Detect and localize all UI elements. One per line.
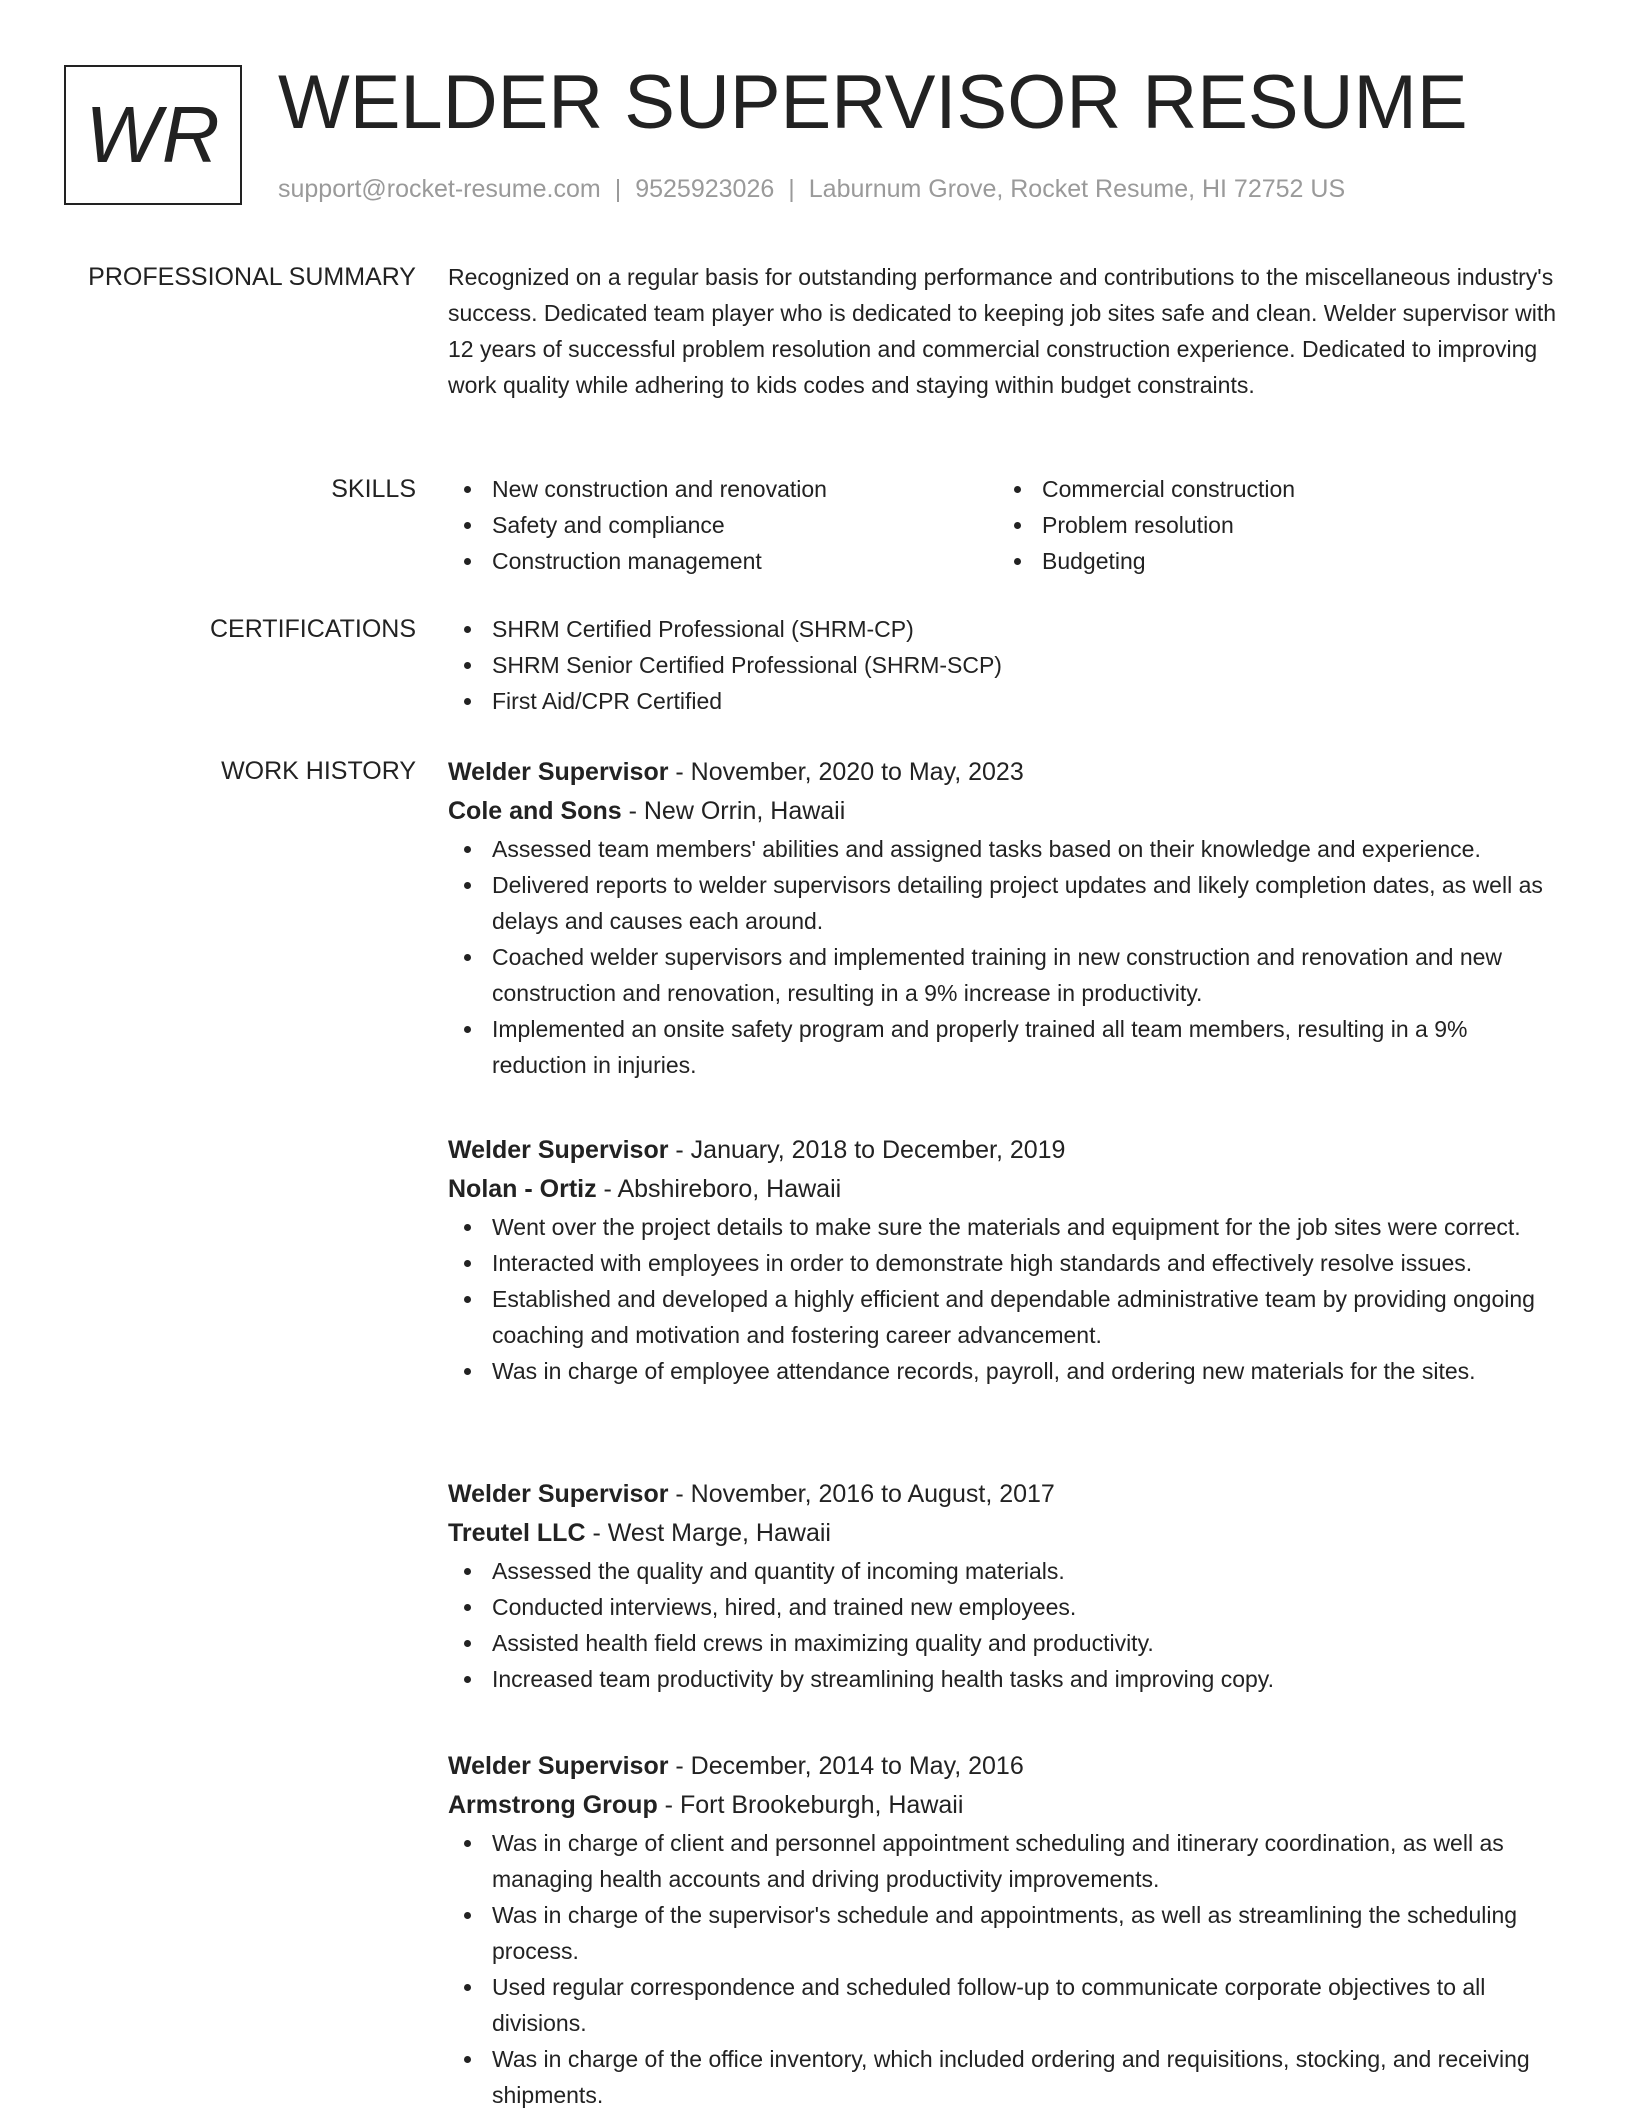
job-bullet: Was in charge of employee attendance records, payroll, and ordering new materials for the sites. [448,1353,1564,1389]
skill-item: New construction and renovation [448,471,998,507]
job-role-line: Welder Supervisor - November, 2016 to August, 2017 [448,1480,1055,1508]
job-location: New Orrin, Hawaii [643,797,846,825]
job-body [448,1475,1564,1697]
skills-list-right [998,471,1548,579]
certification-item: First Aid/CPR Certified [448,683,1564,719]
job-bullet: Interacted with employees in order to demonstrate high standards and effectively resolve issues. [448,1245,1564,1281]
job-dates: January, 2018 to December, 2019 [690,1136,1066,1164]
resume-header [64,60,1572,210]
summary-text: Recognized on a regular basis for outstanding performance and contributions to the miscellaneous industry's success. Dedicated team player who is dedicated to keeping job sites safe and clean. Welder supervisor with 12 years of successful problem resolution and commercial construction experience. Dedicated to improving work quality while adhering to kids codes and staying within budget constraints. [448,264,1556,398]
job-location: Fort Brookeburgh, Hawaii [679,1791,964,1819]
skill-item: Problem resolution [998,507,1548,543]
skill-item: Construction management [448,543,998,579]
job-bullet: Assessed the quality and quantity of incoming materials. [448,1553,1564,1589]
contact-separator: | [614,175,622,203]
job-company-line: Armstrong Group - Fort Brookeburgh, Hawaii [448,1791,964,1819]
job-role: Welder Supervisor [448,758,669,786]
contact-email: support@rocket-resume.com [278,175,601,203]
skills-grid [448,471,1564,579]
certification-item: SHRM Senior Certified Professional (SHRM-SCP) [448,647,1564,683]
job-bullet: Assisted health field crews in maximizing quality and productivity. [448,1625,1564,1661]
job-role-line: Welder Supervisor - November, 2020 to May, 2023 [448,758,1024,786]
job-location: Abshireboro, Hawaii [617,1175,842,1203]
job-company: Armstrong Group [448,1791,658,1819]
job-role-line: Welder Supervisor - December, 2014 to May, 2016 [448,1752,1024,1780]
job-bullet: Delivered reports to welder supervisors detailing project updates and likely completion dates, as well as delays and causes each around. [448,867,1564,939]
job-company-line: Treutel LLC - West Marge, Hawaii [448,1519,831,1547]
job-role: Welder Supervisor [448,1136,669,1164]
job-role: Welder Supervisor [448,1480,669,1508]
job-body [448,1131,1564,1389]
job-bullet: Coached welder supervisors and implemented training in new construction and renovation and new construction and renovation, resulting in a 9% increase in productivity. [448,939,1564,1011]
job-location: West Marge, Hawaii [607,1519,831,1547]
skill-item: Commercial construction [998,471,1548,507]
job-bullet: Assessed team members' abilities and assigned tasks based on their knowledge and experience. [448,831,1564,867]
section-title-certifications: CERTIFICATIONS [209,615,416,643]
skills-list-left [448,471,998,579]
contact-separator: | [788,175,795,203]
certifications-body [448,611,1564,719]
job-role: Welder Supervisor [448,1752,669,1780]
contact-phone: 9525923026 [635,175,775,203]
job-body [448,753,1564,1083]
contact-line [278,175,1345,204]
job-dates: November, 2016 to August, 2017 [690,1480,1055,1508]
job-bullet: Was in charge of client and personnel appointment scheduling and itinerary coordination, as well as managing health accounts and driving productivity improvements. [448,1825,1564,1897]
job-bullets [448,1209,1564,1389]
skill-item: Safety and compliance [448,507,998,543]
job-role-line: Welder Supervisor - January, 2018 to December, 2019 [448,1136,1066,1164]
job-company: Cole and Sons [448,797,622,825]
certifications-list [448,611,1564,719]
monogram-logo: WR [64,65,242,205]
job-bullet: Went over the project details to make sure the materials and equipment for the job sites were correct. [448,1209,1564,1245]
job-bullet: Used regular correspondence and scheduled follow-up to communicate corporate objectives to all divisions. [448,1969,1564,2041]
job-company-line: Nolan - Ortiz - Abshireboro, Hawaii [448,1175,842,1203]
job-bullets [448,1825,1564,2113]
section-title-summary: PROFESSIONAL SUMMARY [88,263,416,291]
contact-address: Laburnum Grove, Rocket Resume, HI 72752 US [808,175,1346,203]
resume-title: WELDER SUPERVISOR RESUME [278,60,1468,145]
job-bullet: Established and developed a highly efficient and dependable administrative team by providing ongoing coaching and motivation and fostering career advancement. [448,1281,1564,1353]
job-company-line: Cole and Sons - New Orrin, Hawaii [448,797,846,825]
section-title-work-history: WORK HISTORY [221,757,416,785]
job-company: Treutel LLC [448,1519,586,1547]
job-bullets [448,1553,1564,1697]
job-company: Nolan - Ortiz [448,1175,597,1203]
job-bullet: Was in charge of the office inventory, which included ordering and requisitions, stocking, and receiving shipments. [448,2041,1564,2113]
job-bullet: Conducted interviews, hired, and trained new employees. [448,1589,1564,1625]
job-bullet: Implemented an onsite safety program and properly trained all team members, resulting in a 9% reduction in injuries. [448,1011,1564,1083]
certification-item: SHRM Certified Professional (SHRM-CP) [448,611,1564,647]
section-title-skills: SKILLS [331,475,416,503]
job-dates: November, 2020 to May, 2023 [690,758,1024,786]
job-bullet: Was in charge of the supervisor's schedule and appointments, as well as streamlining the scheduling process. [448,1897,1564,1969]
job-bullet: Increased team productivity by streamlining health tasks and improving copy. [448,1661,1564,1697]
job-body [448,1747,1564,2113]
skill-item: Budgeting [998,543,1548,579]
job-dates: December, 2014 to May, 2016 [690,1752,1024,1780]
job-bullets [448,831,1564,1083]
